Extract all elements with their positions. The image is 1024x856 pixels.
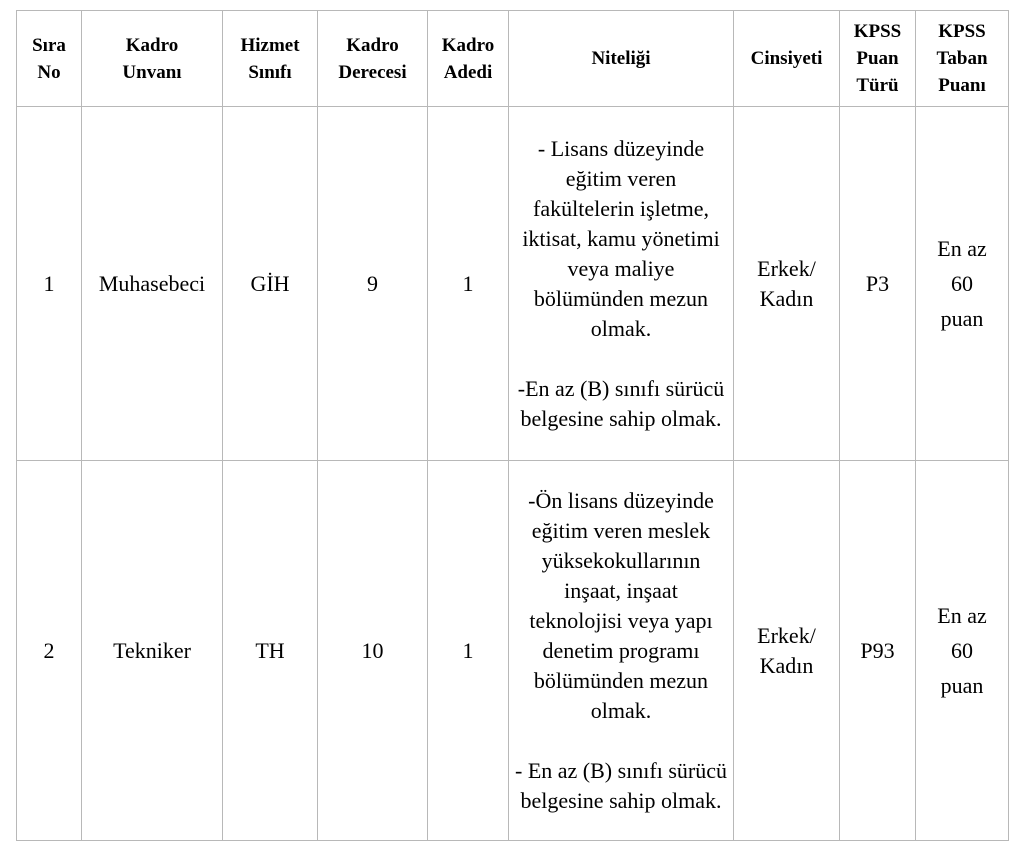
nitelik-paragraph: -En az (B) sınıfı sürücü belgesine sahip olmak. — [517, 375, 725, 431]
cell-sira: 2 — [17, 461, 82, 841]
nitelik-paragraph: - Lisans düzeyinde eğitim veren fakültelerin işletme, iktisat, kamu yönetimi veya maliye bölümünden mezun olmak. — [522, 135, 720, 341]
cell-adet: 1 — [428, 107, 509, 461]
header-sira-no: Sıra No — [17, 11, 82, 107]
table-row — [17, 107, 1009, 461]
cell-derece: 9 — [318, 107, 428, 461]
staff-table — [16, 10, 1009, 841]
cell-sinif: TH — [223, 461, 318, 841]
cell-puan-turu: P3 — [840, 107, 916, 461]
nitelik-paragraph: -Ön lisans düzeyinde eğitim veren meslek yüksekokullarının inşaat, inşaat teknolojisi veya yapı denetim programı bölümünden mezun olmak. — [528, 487, 714, 723]
header-kadro-derecesi: Kadro Derecesi — [318, 11, 428, 107]
cell-nitelik — [509, 107, 734, 461]
cell-cinsiyet: Erkek/ Kadın — [734, 107, 840, 461]
header-kadro-unvani: Kadro Unvanı — [82, 11, 223, 107]
cell-sinif: GİH — [223, 107, 318, 461]
cell-unvan: Tekniker — [82, 461, 223, 841]
cell-taban-puan: En az 60 puan — [916, 461, 1009, 841]
header-cinsiyeti: Cinsiyeti — [734, 11, 840, 107]
header-row — [17, 11, 1009, 107]
cell-adet: 1 — [428, 461, 509, 841]
cell-sira: 1 — [17, 107, 82, 461]
cell-cinsiyet: Erkek/ Kadın — [734, 461, 840, 841]
cell-derece: 10 — [318, 461, 428, 841]
header-kpss-taban-puani: KPSS Taban Puanı — [916, 11, 1009, 107]
nitelik-paragraph: - En az (B) sınıfı sürücü belgesine sahip olmak. — [515, 757, 727, 813]
header-kadro-adedi: Kadro Adedi — [428, 11, 509, 107]
cell-nitelik — [509, 461, 734, 841]
cell-taban-puan: En az 60 puan — [916, 107, 1009, 461]
cell-puan-turu: P93 — [840, 461, 916, 841]
header-kpss-puan-turu: KPSS Puan Türü — [840, 11, 916, 107]
header-hizmet-sinifi: Hizmet Sınıfı — [223, 11, 318, 107]
table-row — [17, 461, 1009, 841]
header-niteligi: Niteliği — [509, 11, 734, 107]
cell-unvan: Muhasebeci — [82, 107, 223, 461]
